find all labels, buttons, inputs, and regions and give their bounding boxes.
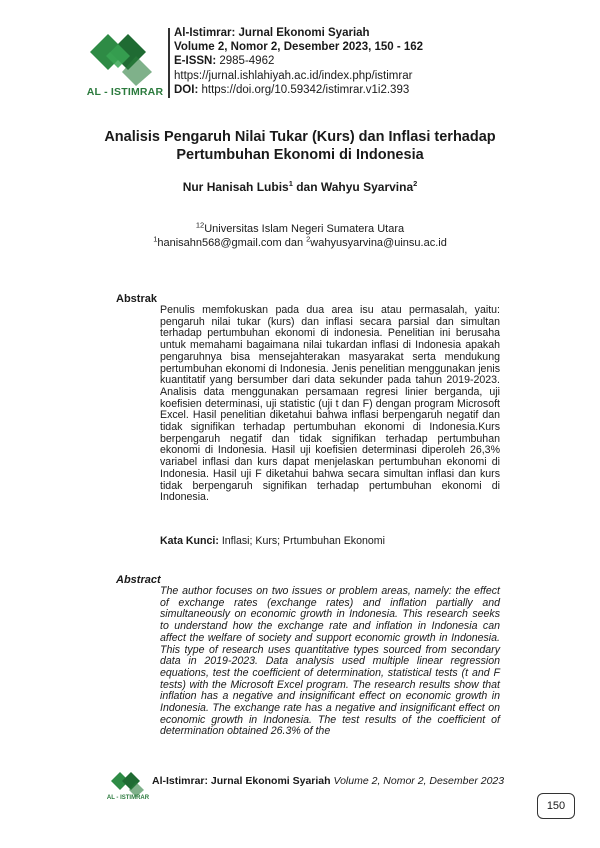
abstract-body: The author focuses on two issues or problem areas, namely: the effect of exchange rates (exchange rates) and inflation partially and simultaneously on economic growth in Indonesia. This research seeks to understand how the exchange rate and inflation in Indonesia can affect the welfare of society and support economic growth in Indonesia. This type of research uses quantitative types sourced from secondary data in 2019-2023. Data analysis used multiple linear regression equations, test the coefficient of determination, statistical tests (t and F tests) with the Microsoft Excel program. The research results show that inflation has a negative and insignificant effect on economic growth in Indonesia. The exchange rate has a negative and insignificant effect on economic growth in Indonesia. The test results of the coefficient of determination obtained 26.3% of the <box>160 585 500 738</box>
footer-logo <box>110 770 146 798</box>
header-divider <box>168 28 170 98</box>
journal-doi[interactable]: DOI: https://doi.org/10.59342/istimrar.v1i2.393 <box>174 83 410 96</box>
abstrak-heading: Abstrak <box>116 293 157 305</box>
journal-eissn: E-ISSN: 2985-4962 <box>174 55 275 68</box>
author-affiliation: $^{12}$Universitas Islam Negeri Sumatera Utara $^1$hanisahn568@gmail.com dan $^2$wahyusyarvina@uinsu.ac.id <box>153 220 447 249</box>
abstract-heading: Abstract <box>116 574 161 586</box>
journal-url[interactable]: https://jurnal.ishlahiyah.ac.id/index.php/istimrar <box>174 69 413 82</box>
journal-name: Al-Istimrar: Jurnal Ekonomi Syariah <box>174 27 370 39</box>
keywords: Kata Kunci: Inflasi; Kurs; Prtumbuhan Ekonomi <box>160 535 385 547</box>
logo-wordmark: AL - ISTIMRAR <box>86 86 164 98</box>
journal-volume: Volume 2, Nomor 2, Desember 2023, 150 - 162 <box>174 41 424 54</box>
journal-info <box>174 26 423 97</box>
footer-journal: Al-Istimrar: Jurnal Ekonomi Syariah Volume 2, Nomor 2, Desember 2023 <box>152 775 505 787</box>
paper-authors: Nur Hanisah Lubis$^1$ dan Wahyu Syarvina$^2$ <box>182 179 418 194</box>
page-number: 150 <box>537 793 575 819</box>
paper-title: Analisis Pengaruh Nilai Tukar (Kurs) dan Inflasi terhadap Pertumbuhan Ekonomi di Indonesia <box>104 129 496 163</box>
journal-logo <box>88 30 158 88</box>
footer-logo-wordmark: AL - ISTIMRAR <box>106 795 150 801</box>
abstrak-body: Penulis memfokuskan pada dua area isu atau permasalah, yaitu: pengaruh nilai tukar (kurs) dan inflasi secara parsial dan simultan terhadap pertumbuhan ekonomi di indonesia. Penelitian ini berusaha untuk memahami bagaimana nilai tukardan inflasi di Indonesia apakah pengaruhnya bisa mensejahterakan masyarakat serta mendukung pertumbuhan ekonomi di Indonesia. Jenis penelitian menggunakan jenis kuantitatif yang bersumber dari data sekunder pada tahun 2019-2023. Analisis data menggunakan persamaan regresi linier berganda, uji koefisien determinasi, uji statistic (uji t dan F) dengan program Microsoft Excel. Hasil penelitian diketahui bahwa inflasi berpengaruh negatif dan tidak signifikan terhadap pertumbuhan ekonomi di Indonesia.Kurs berpengaruh negatif dan tidak signifikan terhadap pertumbuhan ekonomi di Indonesia. Hasil uji koefisien determinasi diperoleh 26,3% variabel inflasi dan kurs dapat menjelaskan pertumbuhan ekonomi di Indonesia. Hasil uji F diketahui bahwa secara simultan inflasi dan kurs tidak berpengaruh signifikan terhadap pertumbuhan ekonomi di Indonesia. <box>160 304 500 504</box>
